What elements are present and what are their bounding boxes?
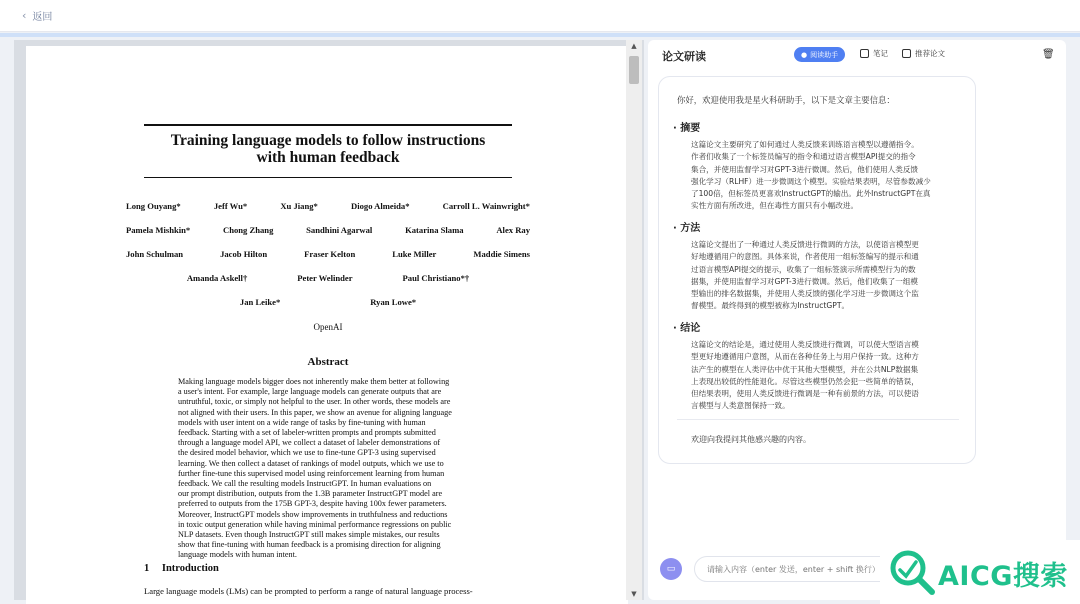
chat-bubble-icon[interactable]: ▭ <box>660 558 682 580</box>
abstract-line: language models with human intent. <box>178 550 297 560</box>
method-heading: · 方法 <box>673 223 701 234</box>
author-row <box>126 249 530 259</box>
abstract-line: feedback. Starting with a set of labeler-written prompts and prompts submitted <box>178 428 436 438</box>
abstract-line: our prompt distribution, outputs from the 1.3B parameter InstructGPT model are <box>178 489 443 499</box>
method-line: 督模型。最终得到的模型被称为InstructGPT。 <box>691 301 850 311</box>
author: Paul Christiano*† <box>402 273 470 283</box>
back-label: 返回 <box>32 12 53 23</box>
conclusion-heading: · 结论 <box>673 323 701 334</box>
watermark <box>880 540 1080 604</box>
author-row <box>126 297 530 307</box>
author: Katarina Slama <box>405 225 464 235</box>
author-row <box>126 201 530 211</box>
scroll-up-icon[interactable]: ▲ <box>631 42 637 50</box>
abstract-line: further fine-tune this supervised model using reinforcement learning from human <box>178 468 445 478</box>
author: Diogo Almeida* <box>351 201 410 211</box>
tab-reading-assistant[interactable] <box>794 47 845 62</box>
panel-title: 论文研读 <box>662 50 706 63</box>
abstract-body <box>178 377 478 561</box>
followup-prompt: 欢迎向我提问其他感兴趣的内容。 <box>691 435 811 444</box>
title-top-rule <box>144 124 512 126</box>
scroll-down-icon[interactable]: ▼ <box>631 590 637 598</box>
abstract-line: preferred to outputs from the 175B GPT-3, despite having 100x fewer parameters. <box>178 499 447 509</box>
header-strip <box>0 33 1080 37</box>
trash-icon[interactable]: 🗑 <box>1042 49 1055 60</box>
message-divider <box>677 419 959 420</box>
author: Jan Leike* <box>239 297 281 307</box>
conclusion-line: 言模型与人类意图保持一致。 <box>691 401 790 411</box>
abstract-heading: Abstract <box>307 356 349 368</box>
abstract-line: models with user intent on a wide range of tasks by fine-tuning with human <box>178 417 426 427</box>
vertical-scrollbar[interactable] <box>626 40 642 600</box>
method-line: 据集，并使用监督学习对GPT-3进行微调。然后，他们收集了一组模 <box>691 276 919 286</box>
method-line: 型输出的排名数据集，并使用人类反馈的强化学习进一步微调这个监 <box>691 289 919 299</box>
abstract-line: in toxic output generation while having minimal performance regressions on public <box>178 519 452 529</box>
summary-line: 实性方面有所改进，但在毒性方面只有小幅改进。 <box>691 201 859 211</box>
author: Sandhini Agarwal <box>306 225 373 235</box>
magnifier-logo-icon <box>882 542 942 602</box>
author: Jacob Hilton <box>220 249 268 259</box>
tab-label: 笔记 <box>873 49 888 58</box>
assistant-message <box>658 76 976 464</box>
reading-panel <box>648 40 1066 600</box>
author: Long Ouyang* <box>126 201 181 211</box>
abstract-line: the desired model behavior, which we use to fine-tune GPT-3 using supervised <box>178 448 436 458</box>
conclusion-line: 这篇论文的结论是，通过使用人类反馈进行微调，可以使大型语言模 <box>691 340 919 349</box>
title-bottom-rule <box>144 177 512 178</box>
conclusion-line: 上表现出较低的性能退化。尽管这些模型仍然会犯一些简单的错误， <box>691 376 919 386</box>
abstract-line: learning. We then collect a dataset of rankings of model outputs, which we use to <box>178 458 444 468</box>
summary-line: 了100倍，但标签员更喜欢InstructGPT的输出。此外InstructGPT在真 <box>691 189 931 199</box>
abstract-line: a user's intent. For example, large language models can generate outputs that are <box>178 387 442 397</box>
author: Jeff Wu* <box>213 201 248 211</box>
author: Maddie Simens <box>473 249 530 259</box>
summary-line: 这篇论文主要研究了如何通过人类反馈来训练语言模型以遵循指令。 <box>691 140 919 149</box>
tab-label: 阅读助手 <box>810 50 839 59</box>
droplet-icon: ● <box>801 50 808 59</box>
note-icon <box>860 49 869 58</box>
author-row <box>126 273 530 283</box>
summary-line: 强化学习（RLHF）进一步微调这个模型。实验结果表明，尽管参数减少 <box>691 176 931 186</box>
author: Alex Ray <box>496 225 530 235</box>
abstract-line: through a language model API, we collect a dataset of labeler demonstrations of <box>178 438 441 448</box>
summary-line: 集合，并使用监督学习对GPT-3进行微调。然后，他们使用人类反馈 <box>691 164 919 174</box>
pdf-page <box>26 46 628 604</box>
intro-text: Large language models (LMs) can be prompted to perform a range of natural language process- <box>144 586 473 596</box>
summary-body <box>691 139 971 213</box>
abstract-line: feedback. We call the resulting models InstructGPT. In human evaluations on <box>178 479 432 489</box>
abstract-line: Moreover, InstructGPT models show improvements in truthfulness and reductions <box>178 509 448 519</box>
back-button[interactable] <box>22 8 52 23</box>
chevron-left-icon: ‹ <box>22 9 27 22</box>
author: Chong Zhang <box>222 225 274 235</box>
section-number: 1 <box>144 563 150 574</box>
author-row <box>126 225 530 235</box>
abstract-line: Making language models bigger does not inherently make them better at following <box>178 377 450 386</box>
greeting-text: 你好，欢迎使用我是星火科研助手，以下是文章主要信息： <box>677 95 895 105</box>
tab-notes[interactable] <box>860 48 888 59</box>
conclusion-line: 法产生的模型在人类评估中优于其他大型模型，并在公共NLP数据集 <box>691 364 919 374</box>
abstract-line: not aligned with their users. In this paper, we show an avenue for aligning language <box>178 407 452 417</box>
document-icon <box>902 49 911 58</box>
conclusion-body <box>691 339 971 413</box>
conclusion-line: 但结果表明，使用人类反馈进行微调是一种有前景的方法，可以使语 <box>691 389 919 399</box>
tab-label: 推荐论文 <box>915 49 945 58</box>
paper-title <box>144 132 512 166</box>
abstract-line: untruthful, toxic, or simply not helpful to the user. In other words, these models are <box>178 397 451 407</box>
abstract-line: NLP datasets. Even though InstructGPT still makes simple mistakes, our results <box>178 530 440 540</box>
method-line: 过语言模型API提交的提示，收集了一组标签演示所需模型行为的数 <box>691 264 916 274</box>
author: Pamela Mishkin* <box>126 225 191 235</box>
conclusion-line: 型更好地遵循用户意图，从而在各种任务上与用户保持一致。这种方 <box>691 352 919 362</box>
author: Peter Welinder <box>297 273 353 283</box>
tab-recommended-papers[interactable] <box>902 48 945 59</box>
author: Fraser Kelton <box>304 249 356 259</box>
summary-line: 作者们收集了一个标签员编写的指令和通过语言模型API提交的指令 <box>691 152 916 162</box>
section-heading <box>144 563 219 574</box>
watermark-text: AICG搜索 <box>938 561 1068 592</box>
top-bar <box>0 0 1080 32</box>
affiliation: OpenAI <box>313 322 343 332</box>
section-title: Introduction <box>161 563 219 574</box>
author: Ryan Lowe* <box>370 297 417 307</box>
author: Amanda Askell† <box>186 273 248 283</box>
abstract-line: show that fine-tuning with human feedback is a promising direction for aligning <box>178 540 441 550</box>
method-line: 好地遵循用户的意图。具体来说，作者使用一组标签编写的提示和通 <box>691 252 919 262</box>
method-body <box>691 239 971 313</box>
summary-heading: · 摘要 <box>673 123 701 134</box>
pdf-viewer[interactable] <box>14 40 644 600</box>
paper-title-line: with human feedback <box>256 149 400 166</box>
author: John Schulman <box>126 249 184 259</box>
scroll-thumb[interactable] <box>629 56 639 84</box>
method-line: 这篇论文提出了一种通过人类反馈进行微调的方法，以使语言模型更 <box>691 240 919 249</box>
author: Xu Jiang* <box>280 201 318 211</box>
author: Luke Miller <box>392 249 437 259</box>
paper-title-line: Training language models to follow instructions <box>170 132 486 149</box>
author: Carroll L. Wainwright* <box>442 201 530 211</box>
